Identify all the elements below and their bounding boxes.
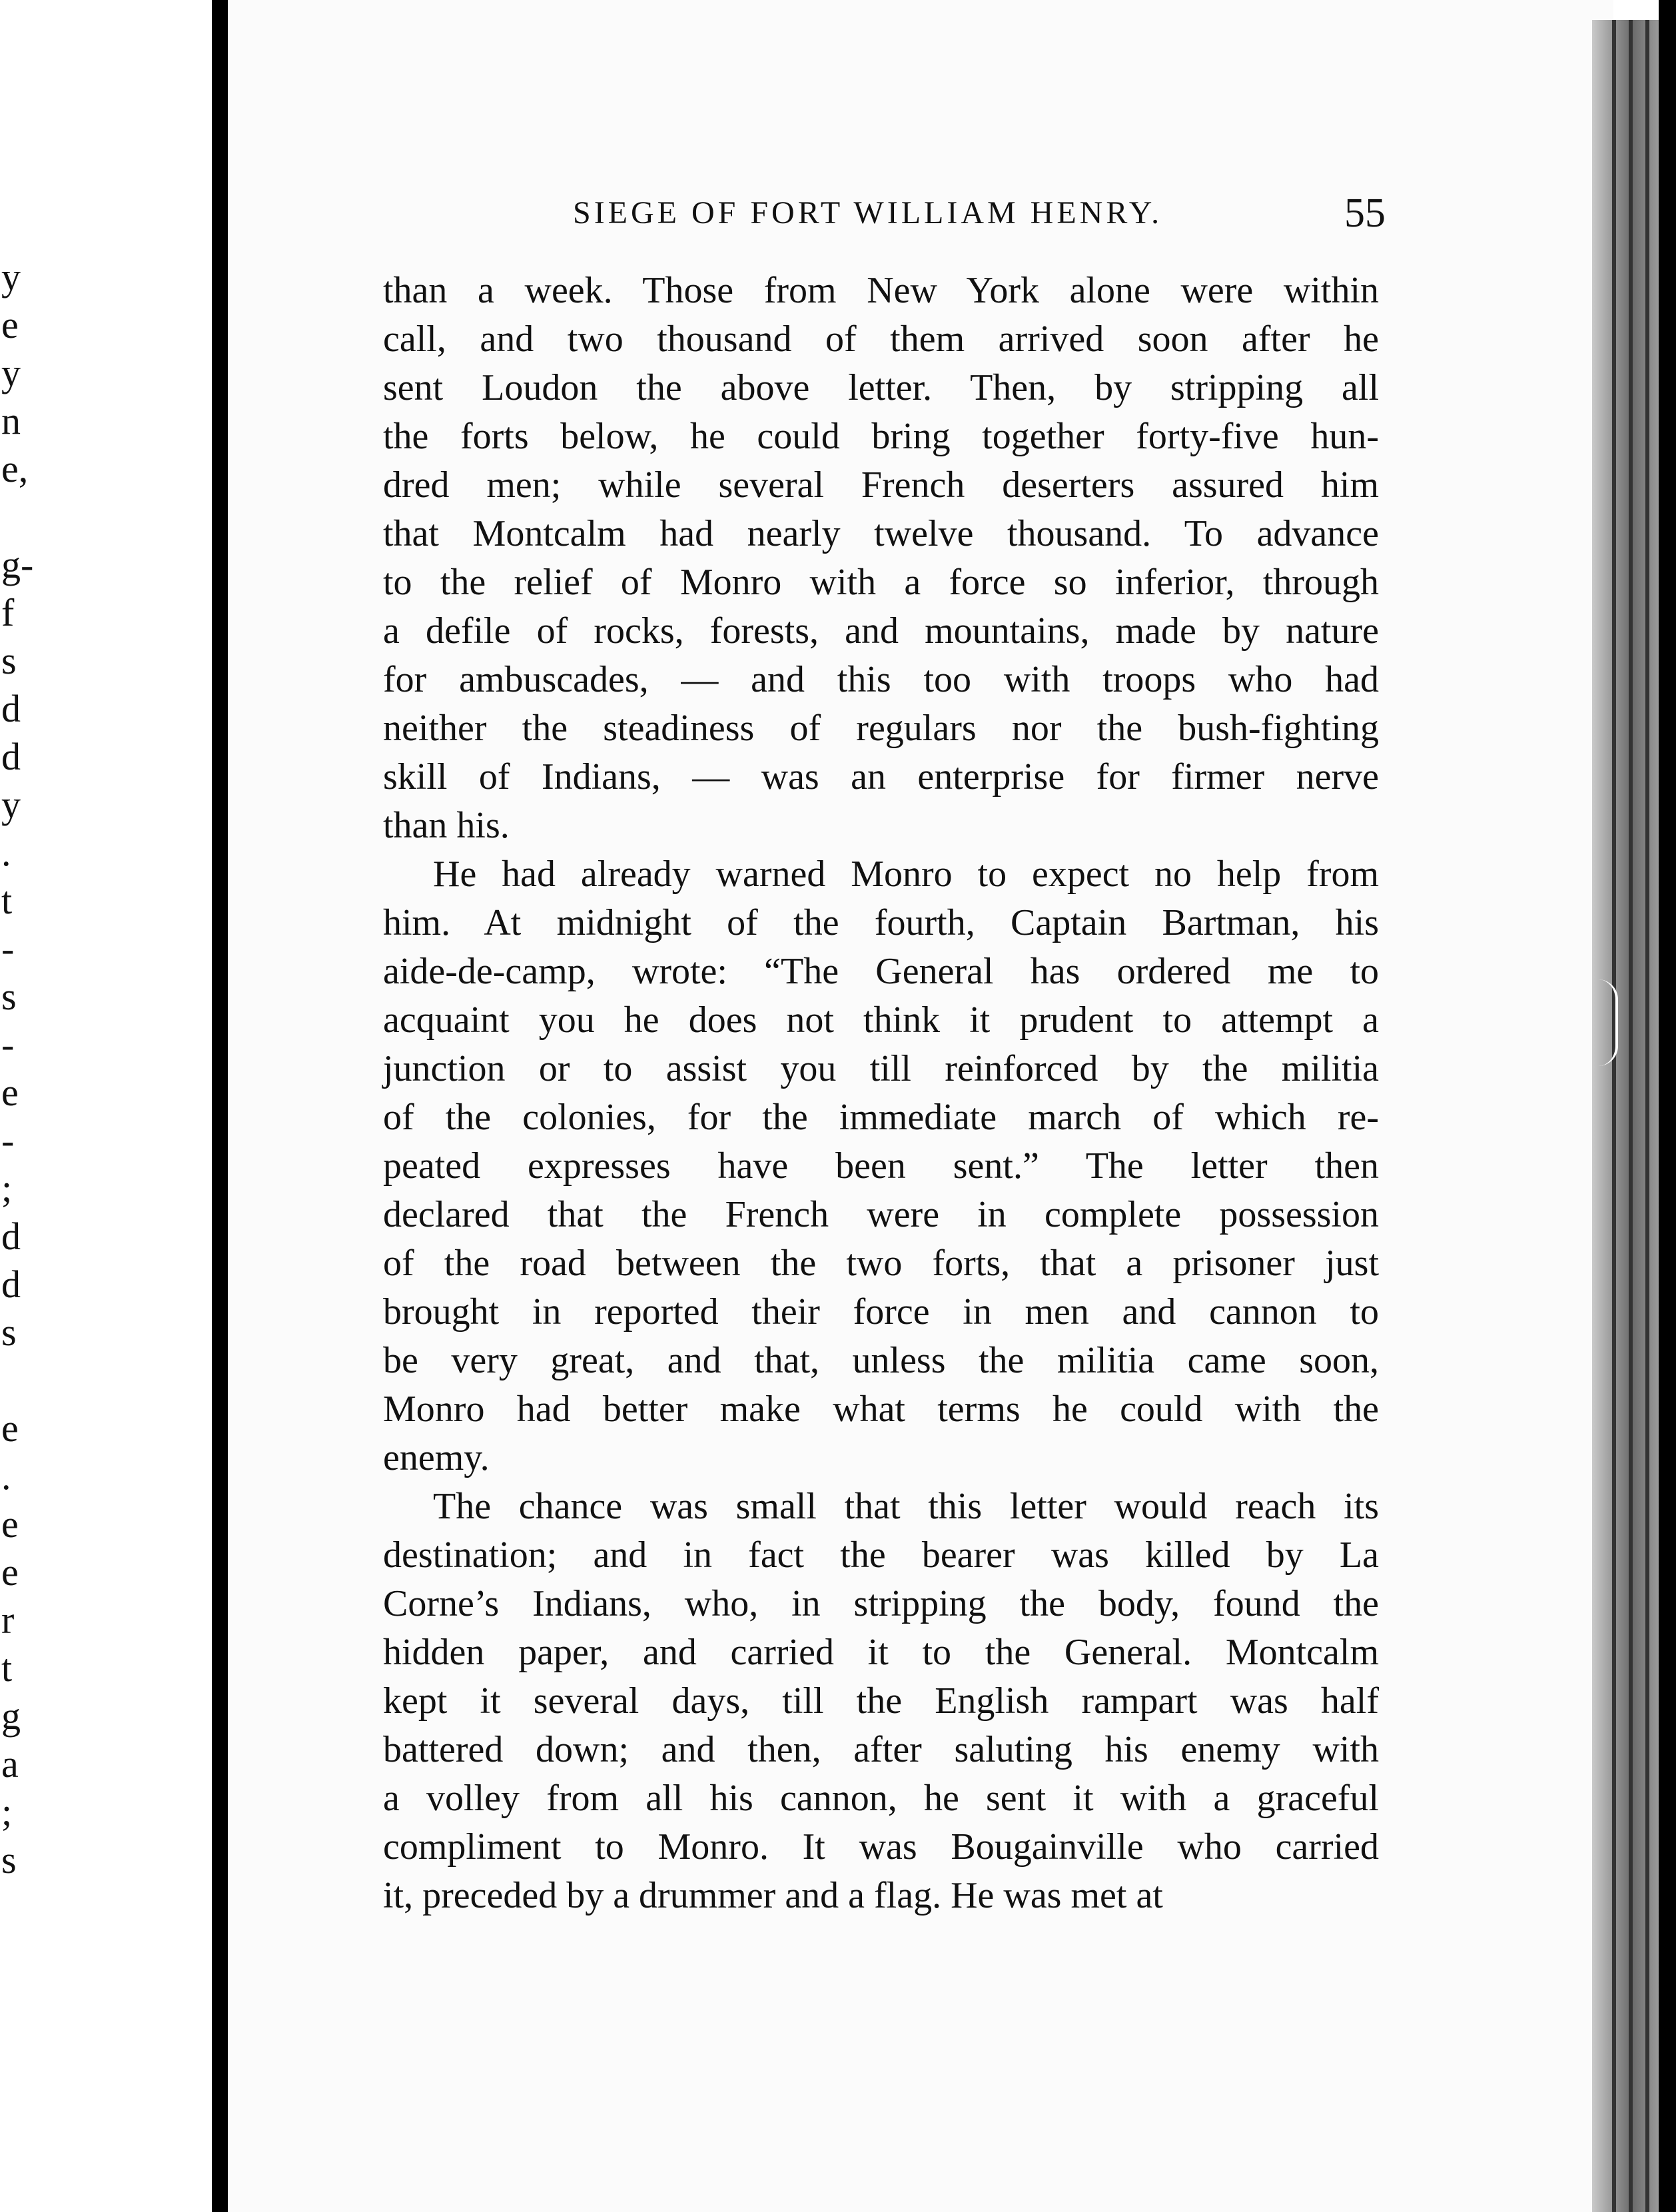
margin-fragment: - xyxy=(1,927,15,970)
margin-fragment: - xyxy=(1,1119,15,1162)
margin-fragment: s xyxy=(1,639,17,682)
text-line: than a week. Those from New York alone were within xyxy=(383,270,1379,311)
page-edge-line xyxy=(1612,20,1616,2212)
text-line: the forts below, he could bring together forty-five hun- xyxy=(383,416,1379,457)
margin-fragment: - xyxy=(1,1023,15,1066)
margin-fragment: s xyxy=(1,1838,17,1882)
text-line: He had already warned Monro to expect no help from xyxy=(433,853,1379,895)
margin-fragment: t xyxy=(1,1646,13,1690)
page-edge-line xyxy=(1645,20,1649,2212)
text-line: it, preceded by a drummer and a flag. He was met at xyxy=(383,1875,1163,1916)
margin-fragment: e xyxy=(1,1071,19,1114)
text-line: than his. xyxy=(383,805,510,846)
margin-fragment: y xyxy=(1,351,21,394)
running-title: SIEGE OF FORT WILLIAM HENRY. xyxy=(573,195,1163,231)
margin-fragment: a xyxy=(1,1742,19,1786)
scan-border xyxy=(1659,0,1676,2212)
margin-fragment: ; xyxy=(1,1167,13,1210)
text-line: acquaint you he does not think it prudent to attempt a xyxy=(383,999,1379,1041)
page-number: 55 xyxy=(1344,191,1386,236)
margin-fragment: g- xyxy=(1,543,34,586)
text-line: battered down; and then, after saluting his enemy with xyxy=(383,1729,1379,1770)
text-line: junction or to assist you till reinforced by the militia xyxy=(383,1048,1379,1089)
margin-fragment: s xyxy=(1,1311,17,1354)
text-line: kept it several days, till the English rampart was half xyxy=(383,1680,1379,1722)
text-line: peated expresses have been sent.” The letter then xyxy=(383,1145,1379,1187)
text-line: for ambuscades, — and this too with troops who had xyxy=(383,659,1379,700)
margin-fragment: r xyxy=(1,1598,15,1642)
text-line: sent Loudon the above letter. Then, by stripping all xyxy=(383,367,1379,408)
text-line: of the road between the two forts, that a prisoner just xyxy=(383,1243,1379,1284)
text-line: destination; and in fact the bearer was killed by La xyxy=(383,1534,1379,1576)
text-line: neither the steadiness of regulars nor the bush-fighting xyxy=(383,708,1379,749)
margin-fragment: t xyxy=(1,879,13,922)
text-line: skill of Indians, — was an enterprise for firmer nerve xyxy=(383,756,1379,798)
margin-fragment: e xyxy=(1,1550,19,1594)
text-line: declared that the French were in complete possession xyxy=(383,1194,1379,1235)
previous-page-edge xyxy=(0,0,200,2212)
page-edge-line xyxy=(1629,20,1633,2212)
text-line: brought in reported their force in men and cannon to xyxy=(383,1291,1379,1333)
body-text xyxy=(383,267,1379,1920)
margin-fragment: e xyxy=(1,1502,19,1546)
margin-fragment: n xyxy=(1,399,21,442)
margin-fragment: y xyxy=(1,255,21,298)
text-line: of the colonies, for the immediate march of which re- xyxy=(383,1097,1379,1138)
margin-fragment: d xyxy=(1,687,21,730)
text-line: be very great, and that, unless the militia came soon, xyxy=(383,1340,1379,1381)
margin-fragment: e xyxy=(1,303,19,346)
page-edge-tab xyxy=(1595,979,1618,1066)
text-line: Corne’s Indians, who, in stripping the body, found the xyxy=(383,1583,1379,1624)
text-line: a volley from all his cannon, he sent it with a graceful xyxy=(383,1778,1379,1819)
margin-fragment: . xyxy=(1,1454,11,1498)
text-line: enemy. xyxy=(383,1437,490,1478)
text-line: Monro had better make what terms he could with the xyxy=(383,1388,1379,1430)
text-line: hidden paper, and carried it to the General. Montcalm xyxy=(383,1632,1379,1673)
text-line: compliment to Monro. It was Bougainville who carried xyxy=(383,1826,1379,1868)
text-line: that Montcalm had nearly twelve thousand. To advance xyxy=(383,513,1379,554)
text-line: aide-de-camp, wrote: “The General has ordered me to xyxy=(383,951,1379,992)
text-line: a defile of rocks, forests, and mountains, made by nature xyxy=(383,610,1379,652)
margin-fragment: e xyxy=(1,1406,19,1450)
margin-fragment: e, xyxy=(1,447,29,490)
margin-fragment: . xyxy=(1,831,11,874)
margin-fragment xyxy=(0,1357,27,1404)
margin-fragment: f xyxy=(1,591,15,634)
margin-fragment xyxy=(0,493,27,541)
text-line: dred men; while several French deserters assured him xyxy=(383,464,1379,506)
gutter-shadow xyxy=(212,0,228,2212)
previous-page-margin-text xyxy=(0,253,34,1884)
margin-fragment: s xyxy=(1,975,17,1018)
margin-fragment: ; xyxy=(1,1790,13,1834)
margin-fragment: g xyxy=(1,1694,21,1738)
text-line: him. At midnight of the fourth, Captain Bartman, his xyxy=(383,902,1379,943)
text-line: The chance was small that this letter would reach its xyxy=(433,1486,1379,1527)
margin-fragment: d xyxy=(1,1263,21,1306)
text-line: to the relief of Monro with a force so inferior, through xyxy=(383,562,1379,603)
margin-fragment: d xyxy=(1,735,21,778)
margin-fragment: y xyxy=(1,783,21,826)
margin-fragment: d xyxy=(1,1215,21,1258)
text-line: call, and two thousand of them arrived soon after he xyxy=(383,318,1379,360)
page-header xyxy=(573,183,1386,243)
